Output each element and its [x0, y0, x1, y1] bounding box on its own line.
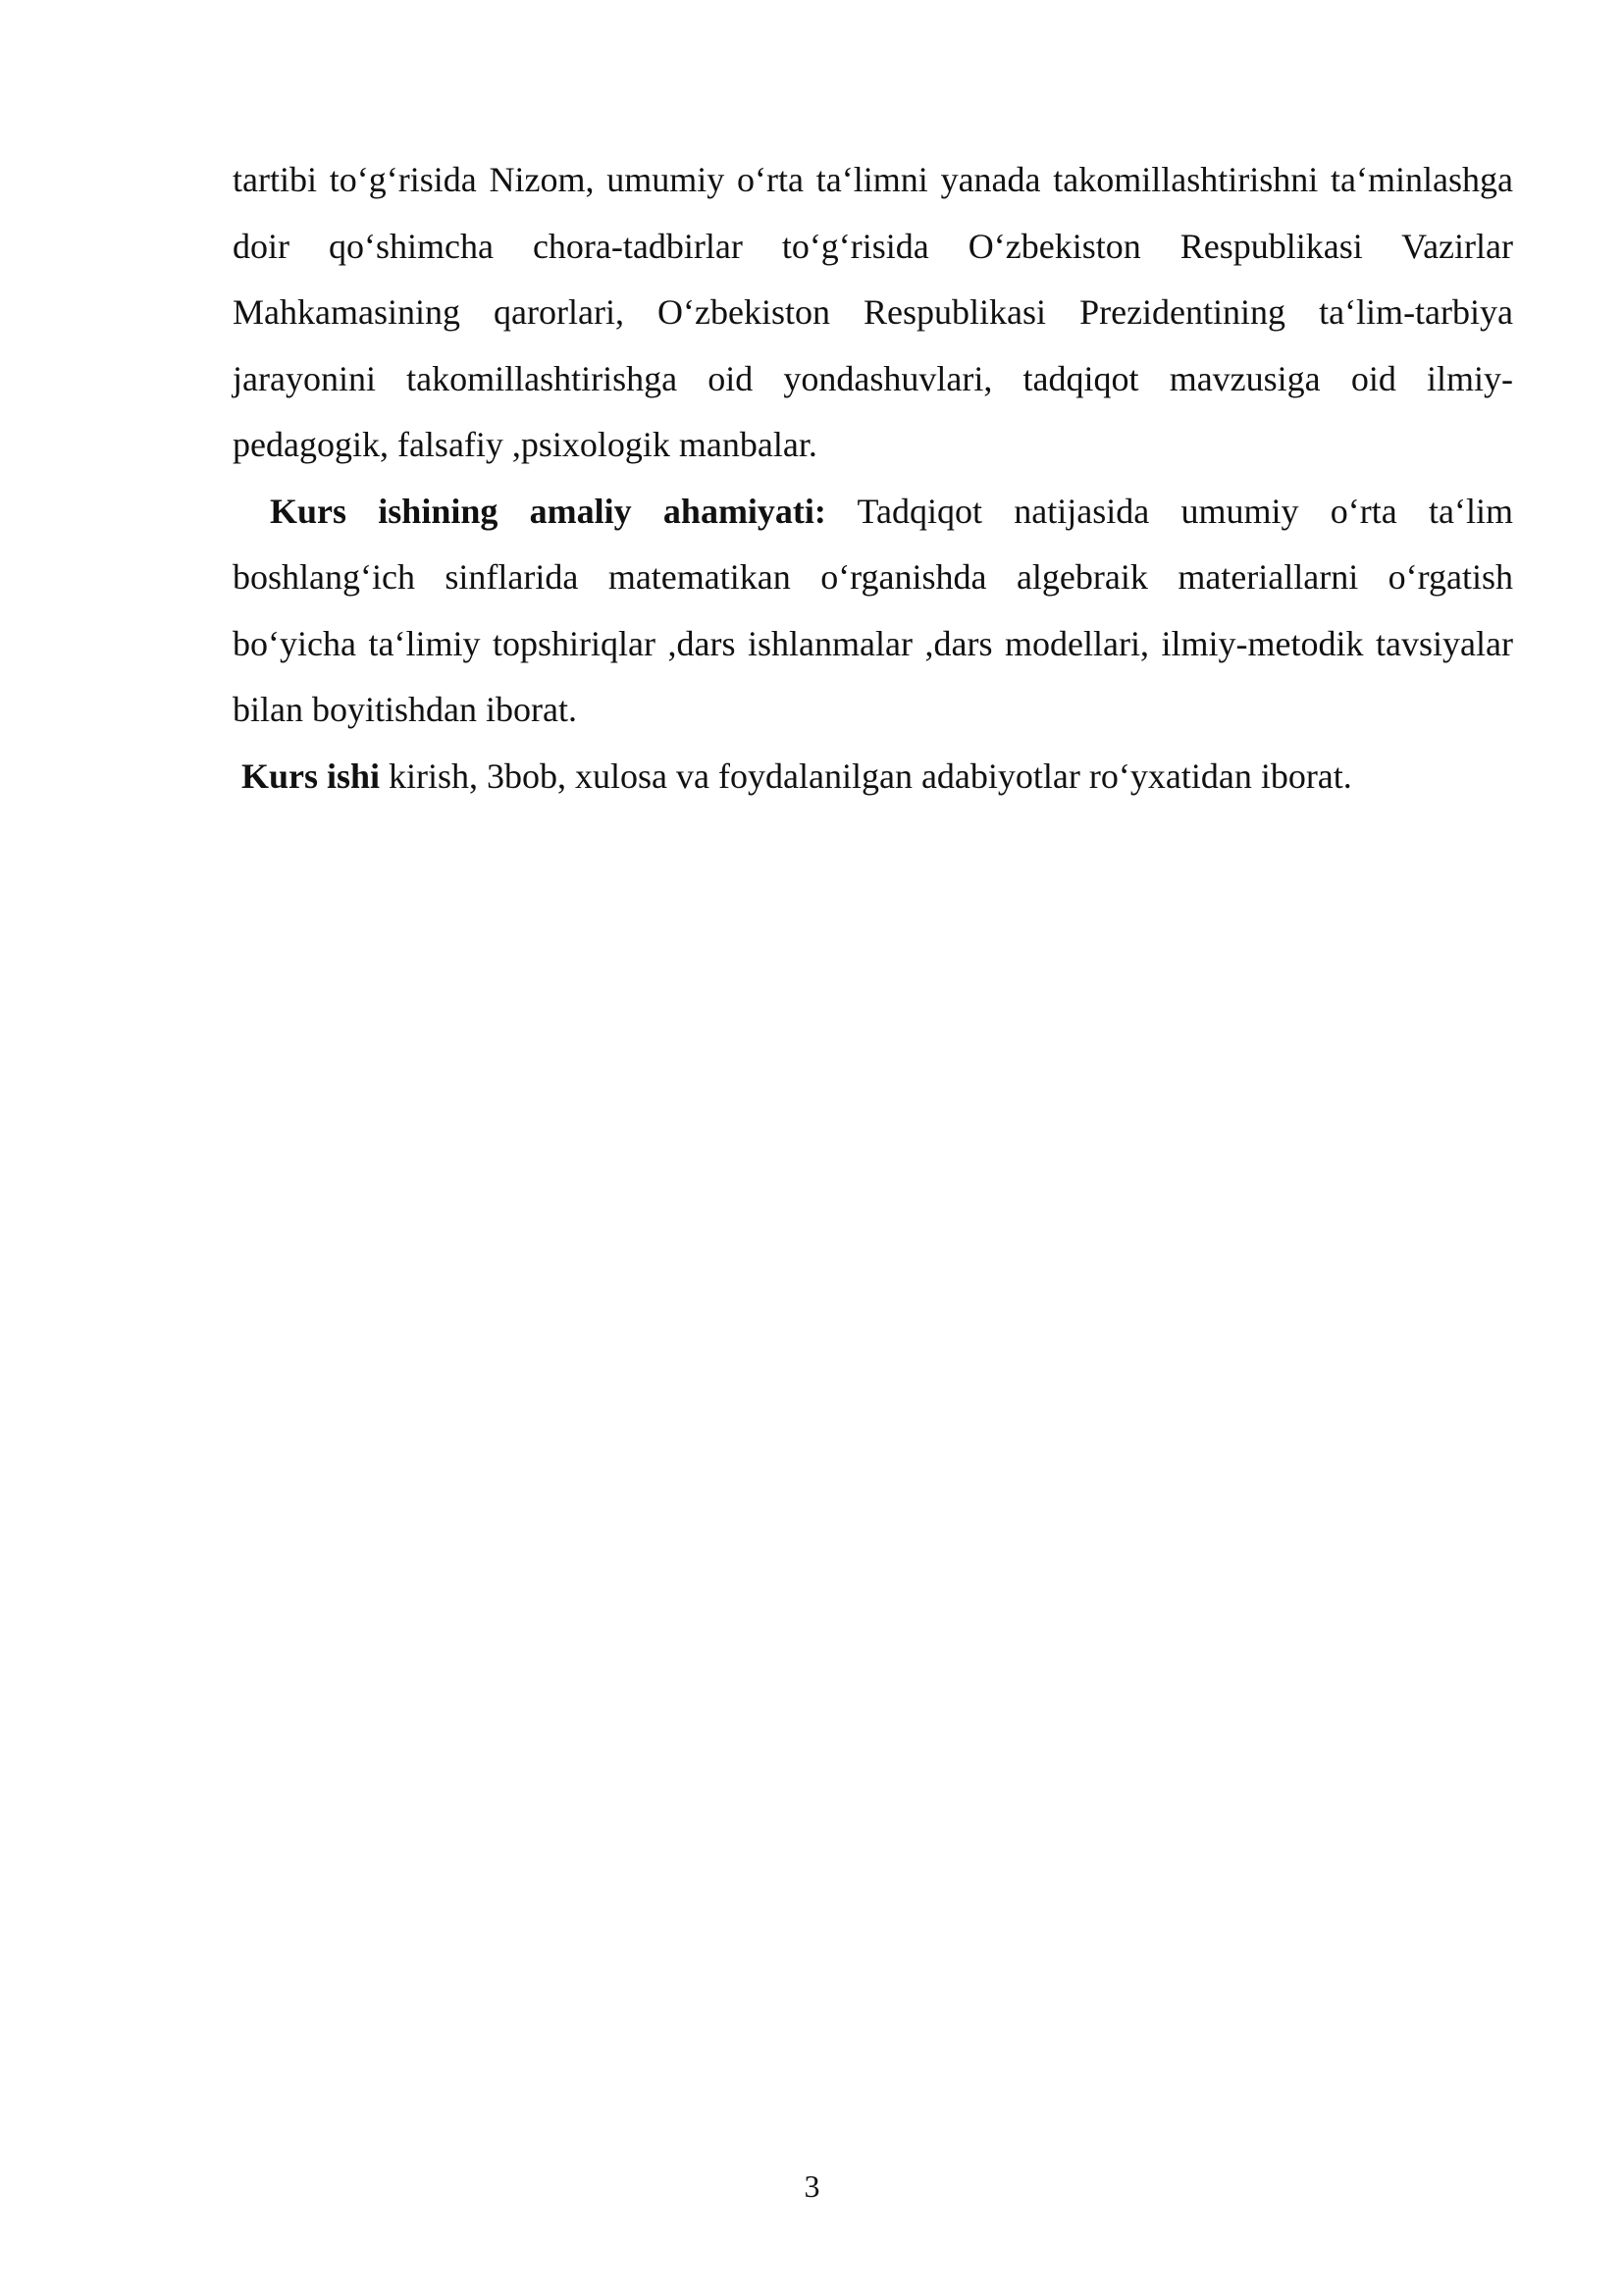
paragraph-text: tartibi to‘g‘risida Nizom, umumiy o‘rta ta‘limni yanada takomillashtirishni ta‘minlashga doir qo‘shimcha chora-tadbirlar to‘g‘risida O‘zbekiston Respublikasi Vazirlar Mahkamasining qarorlari, O‘zbekiston Respublikasi Prezidentining ta‘lim-tarbiya jarayonini takomillashtirishga oid yondashuvlari, tadqiqot mavzusiga oid ilmiy-pedagogik, falsafiy ,psixologik manbalar.	[233, 160, 1513, 464]
paragraph-practical-significance	[233, 479, 1513, 744]
paragraph-continuation	[233, 147, 1513, 479]
document-body	[233, 147, 1513, 809]
paragraph-bold-lead: Kurs ishining amaliy ahamiyati:	[270, 491, 826, 531]
paragraph-structure	[233, 744, 1513, 810]
paragraph-text: kirish, 3bob, xulosa va foydalanilgan adabiyotlar ro‘yxatidan iborat.	[380, 756, 1352, 796]
paragraph-bold-lead: Kurs ishi	[241, 756, 381, 796]
paragraph-text: Tadqiqot natijasida umumiy o‘rta ta‘lim boshlang‘ich sinflarida matematikan o‘rganishda algebraik materiallarni o‘rgatish bo‘yicha ta‘limiy topshiriqlar ,dars ishlanmalar ,dars modellari, ilmiy-metodik tavsiyalar bilan boyitishdan iborat.	[233, 491, 1513, 729]
page-number: 3	[804, 2168, 820, 2204]
